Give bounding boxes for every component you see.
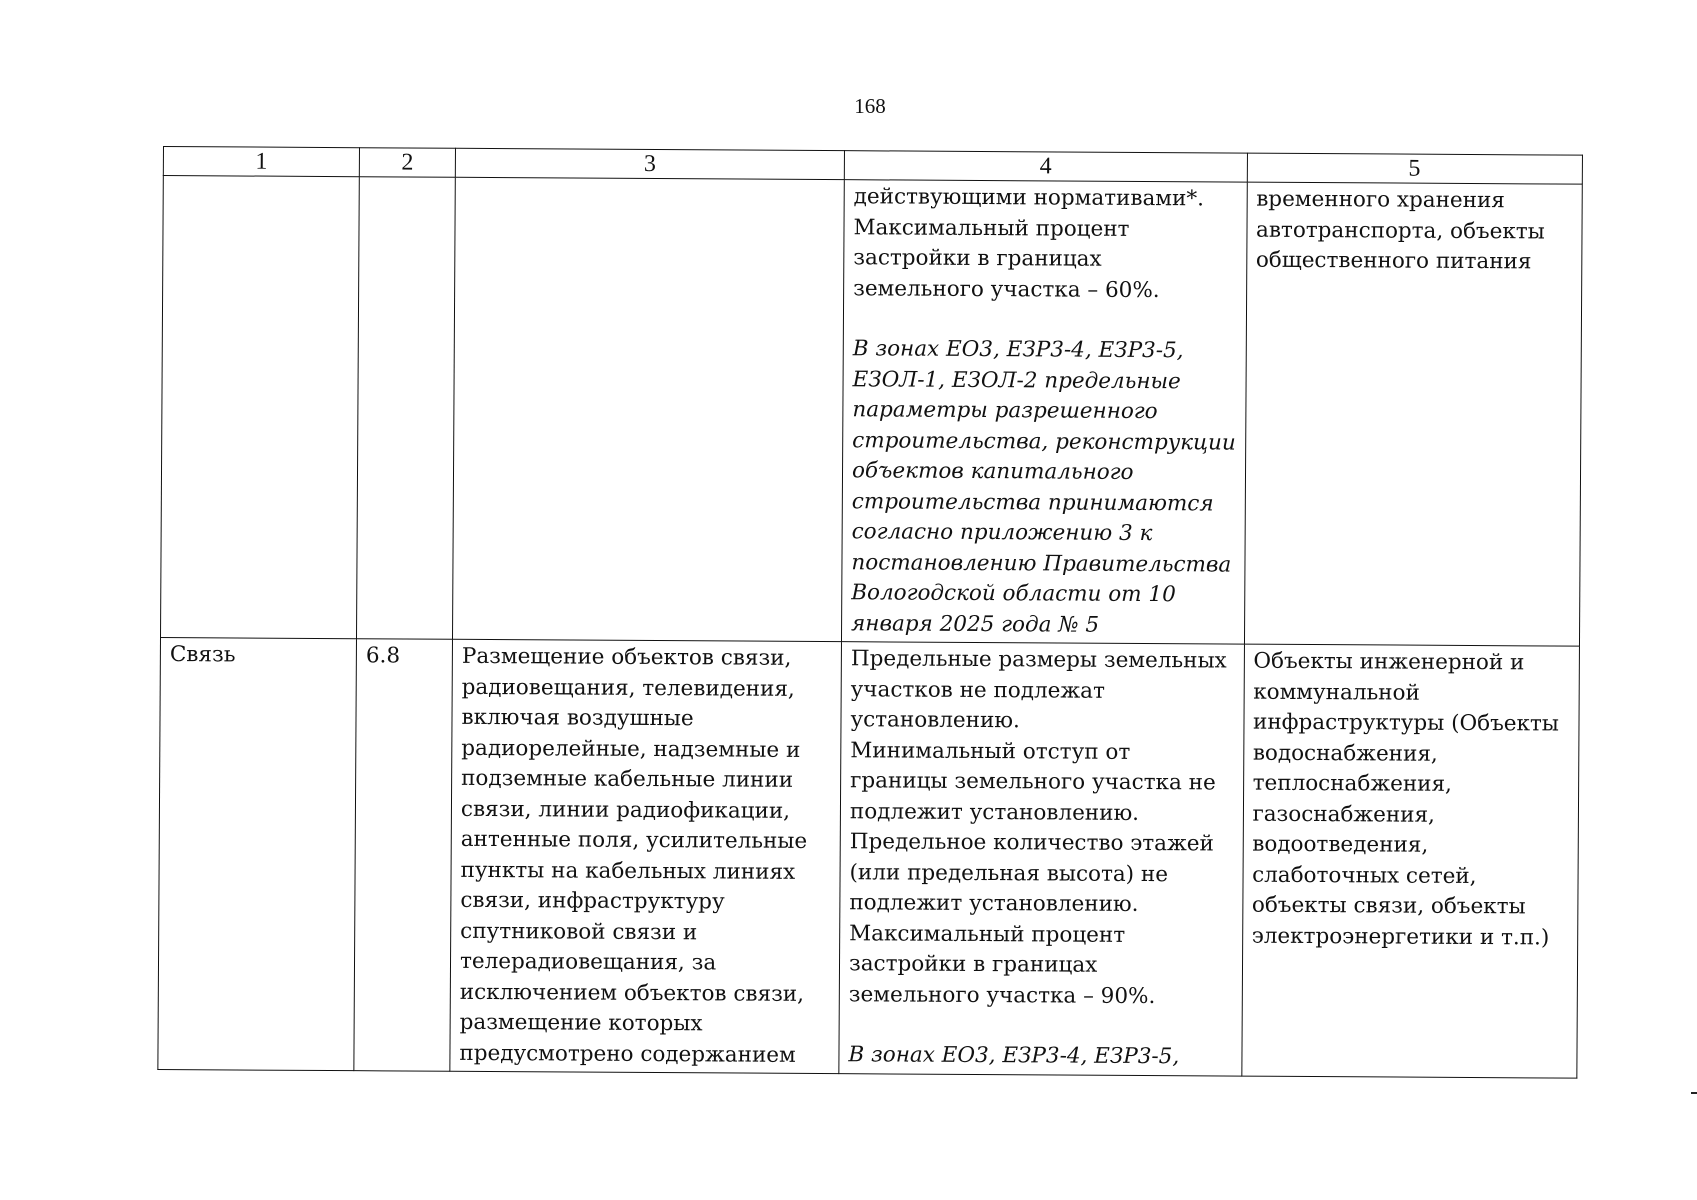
text-line: подлежит установлению.: [849, 890, 1139, 917]
text-line: инфраструктуры (Объекты: [1252, 709, 1560, 737]
text-line: действующими нормативами*.: [853, 184, 1205, 212]
text-line: спутниковой связи и: [460, 918, 698, 945]
italic-line: строительства принимаются: [851, 488, 1214, 516]
text-line: слаботочных сетей,: [1252, 862, 1477, 889]
row1-col1: [160, 176, 359, 639]
text-line: связи, инфраструктуру: [460, 887, 725, 915]
text-line: Максимальный процент: [853, 214, 1130, 242]
row1-col3: [452, 177, 844, 641]
row2-col1: Связь: [158, 637, 357, 1070]
text-line: Предельные размеры земельных: [850, 646, 1227, 674]
row2-col2: 6.8: [354, 639, 453, 1072]
paragraph-gap: [853, 304, 1237, 336]
italic-line: ЕЗОЛ-1, ЕЗОЛ-2 предельные: [852, 366, 1181, 394]
text-line: (или предельная высота) не: [849, 859, 1169, 887]
text-line: участков не подлежат: [850, 676, 1105, 704]
text-line: земельного участка – 90%.: [848, 981, 1156, 1009]
text-line: объекты связи, объекты: [1251, 892, 1526, 920]
text-line: Максимальный процент: [849, 920, 1126, 948]
text-line: коммунальной: [1253, 679, 1420, 706]
text-line: Объекты инженерной и: [1253, 648, 1525, 676]
text-line: телерадиовещания, за: [459, 948, 717, 976]
italic-line: В зонах ЕО3, ЕЗР3-4, ЕЗР3-5,: [848, 1042, 1180, 1070]
italic-line: строительства, реконструкции: [852, 427, 1236, 456]
text-line: Минимальный отступ от: [850, 737, 1131, 765]
row2-col4: [839, 642, 1244, 1076]
italic-line: параметры разрешенного: [852, 397, 1158, 425]
row1-col5: [1244, 182, 1582, 646]
text-line: исключением объектов связи,: [459, 979, 805, 1007]
text-line: установлению.: [850, 707, 1020, 734]
text-line: водоотведения,: [1252, 831, 1429, 858]
header-col-3: 3: [455, 148, 844, 179]
text-line: связи, линии радиофикации,: [460, 796, 791, 824]
text-line: подземные кабельные линии: [461, 765, 794, 793]
header-col-2: 2: [359, 148, 455, 178]
page-number: 168: [854, 94, 886, 118]
text-line: автотранспорта, объекты: [1255, 217, 1545, 244]
page-edge-mark: [1691, 1092, 1697, 1094]
italic-line: января 2025 года № 5: [851, 610, 1100, 638]
paragraph-gap: [849, 1010, 1233, 1042]
zoning-table: [157, 146, 1582, 1079]
header-col-4: 4: [844, 151, 1247, 182]
row2-col3: [450, 639, 842, 1073]
italic-line: объектов капитального: [851, 458, 1134, 485]
row1-col2: [356, 177, 455, 640]
text-line: антенные поля, усилительные: [460, 826, 808, 854]
text-line: застройки в границах: [853, 245, 1102, 272]
text-line: подлежит установлению.: [849, 798, 1140, 826]
row1-col4: [841, 180, 1246, 644]
italic-line: постановлению Правительства: [851, 549, 1232, 578]
table-row: [158, 637, 1579, 1078]
text-line: пункты на кабельных линиях: [460, 857, 796, 885]
text-line: земельного участка – 60%.: [853, 275, 1160, 303]
text-line: размещение которых: [459, 1009, 703, 1037]
table-row: [160, 176, 1581, 647]
text-line: временного хранения: [1256, 186, 1505, 214]
text-line: предусмотрено содержанием: [459, 1040, 796, 1068]
text-line: общественного питания: [1255, 247, 1532, 275]
italic-line: согласно приложению 3 к: [851, 519, 1153, 547]
text-line: границы земельного участка не: [850, 768, 1216, 796]
row2-col5: [1241, 644, 1579, 1078]
text-line: электроэнергетики и т.п.): [1251, 923, 1550, 950]
text-line: Размещение объектов связи,: [461, 643, 792, 671]
header-col-5: 5: [1247, 153, 1582, 184]
text-line: газоснабжения,: [1252, 801, 1436, 828]
header-col-1: 1: [163, 147, 359, 177]
text-line: застройки в границах: [848, 951, 1098, 978]
text-line: радиовещания, телевидения,: [461, 674, 795, 702]
text-line: Предельное количество этажей: [849, 829, 1214, 857]
text-line: теплоснабжения,: [1252, 770, 1452, 797]
text-line: включая воздушные: [461, 704, 694, 732]
italic-line: Вологодской области от 10: [851, 580, 1176, 608]
italic-line: В зонах ЕО3, ЕЗР3-4, ЕЗР3-5,: [852, 336, 1184, 364]
text-line: водоснабжения,: [1252, 740, 1438, 767]
text-line: радиорелейные, надземные и: [461, 735, 801, 763]
